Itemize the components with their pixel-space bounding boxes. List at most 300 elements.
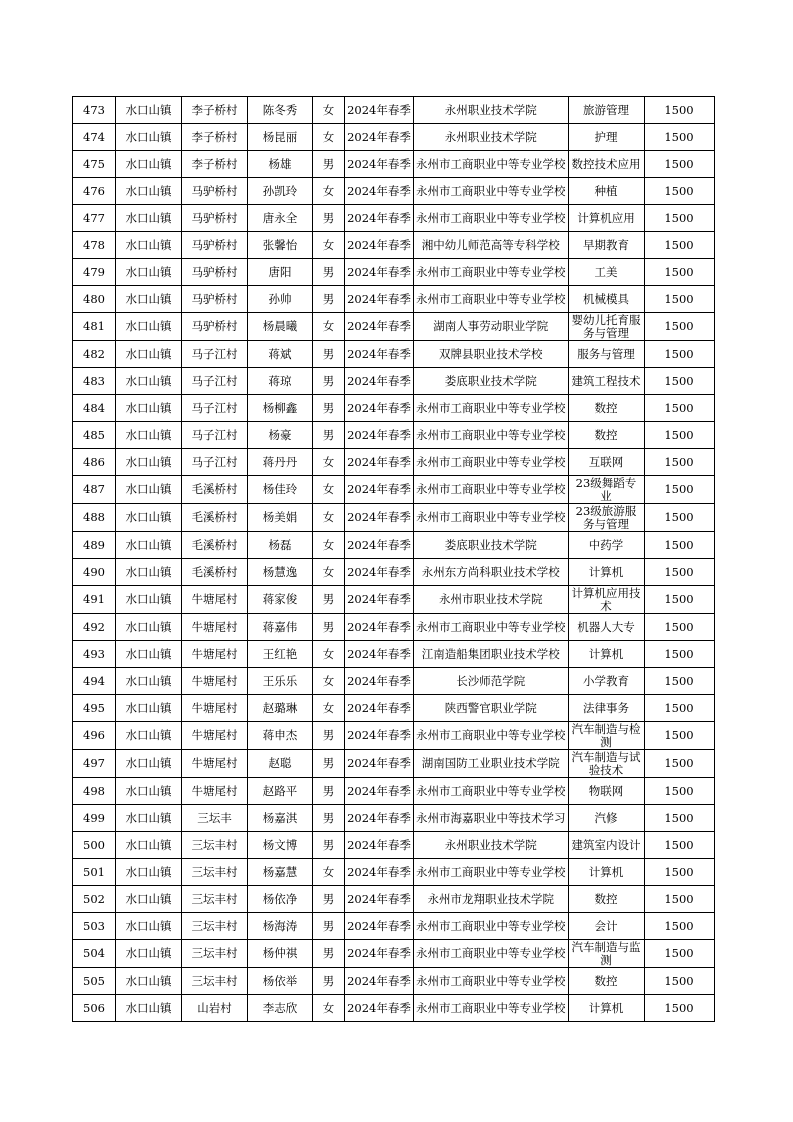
gender-cell: 女 [313,232,345,259]
town-cell: 水口山镇 [116,449,182,476]
school-cell: 永州市职业技术学院 [414,586,569,614]
amount-cell: 1500 [644,313,714,341]
amount-cell: 1500 [644,341,714,368]
major-cell: 23级舞蹈专业 [568,476,644,504]
row-number-cell: 499 [73,805,116,832]
table-row [73,778,715,805]
semester-cell: 2024年春季 [345,722,414,750]
major-cell: 计算机 [568,641,644,668]
major-cell: 汽车制造与检测 [568,722,644,750]
amount-cell: 1500 [644,449,714,476]
table-row [73,532,715,559]
row-number-cell: 496 [73,722,116,750]
row-number-cell: 487 [73,476,116,504]
major-cell: 数控技术应用 [568,151,644,178]
semester-cell: 2024年春季 [345,313,414,341]
village-cell: 马子江村 [182,341,248,368]
school-cell: 永州市工商职业中等专业学校 [414,178,569,205]
town-cell: 水口山镇 [116,586,182,614]
school-cell: 永州市工商职业中等专业学校 [414,778,569,805]
semester-cell: 2024年春季 [345,449,414,476]
major-cell: 数控 [568,886,644,913]
school-cell: 永州市龙翔职业技术学院 [414,886,569,913]
village-cell: 马驴桥村 [182,178,248,205]
table-row [73,341,715,368]
table-row [73,205,715,232]
student-name-cell: 杨雄 [248,151,313,178]
semester-cell: 2024年春季 [345,504,414,532]
school-cell: 娄底职业技术学院 [414,532,569,559]
gender-cell: 男 [313,205,345,232]
student-name-cell: 杨海涛 [248,913,313,940]
student-name-cell: 赵路平 [248,778,313,805]
amount-cell: 1500 [644,859,714,886]
student-name-cell: 蒋丹丹 [248,449,313,476]
village-cell: 牛塘尾村 [182,750,248,778]
semester-cell: 2024年春季 [345,832,414,859]
gender-cell: 女 [313,668,345,695]
semester-cell: 2024年春季 [345,859,414,886]
table-row [73,859,715,886]
table-row [73,940,715,968]
school-cell: 永州市工商职业中等专业学校 [414,422,569,449]
student-name-cell: 王乐乐 [248,668,313,695]
student-name-cell: 杨依净 [248,886,313,913]
student-name-cell: 杨昆丽 [248,124,313,151]
town-cell: 水口山镇 [116,368,182,395]
row-number-cell: 478 [73,232,116,259]
semester-cell: 2024年春季 [345,695,414,722]
village-cell: 三坛丰村 [182,940,248,968]
row-number-cell: 498 [73,778,116,805]
table-row [73,750,715,778]
major-cell: 中药学 [568,532,644,559]
town-cell: 水口山镇 [116,559,182,586]
school-cell: 湖南人事劳动职业学院 [414,313,569,341]
town-cell: 水口山镇 [116,178,182,205]
town-cell: 水口山镇 [116,641,182,668]
semester-cell: 2024年春季 [345,750,414,778]
amount-cell: 1500 [644,940,714,968]
semester-cell: 2024年春季 [345,805,414,832]
amount-cell: 1500 [644,124,714,151]
gender-cell: 男 [313,586,345,614]
row-number-cell: 489 [73,532,116,559]
town-cell: 水口山镇 [116,422,182,449]
village-cell: 马子江村 [182,395,248,422]
town-cell: 水口山镇 [116,476,182,504]
school-cell: 永州市工商职业中等专业学校 [414,722,569,750]
table-row [73,668,715,695]
school-cell: 永州市工商职业中等专业学校 [414,859,569,886]
semester-cell: 2024年春季 [345,178,414,205]
major-cell: 旅游管理 [568,97,644,124]
school-cell: 永州职业技术学院 [414,97,569,124]
major-cell: 汽修 [568,805,644,832]
amount-cell: 1500 [644,422,714,449]
row-number-cell: 497 [73,750,116,778]
amount-cell: 1500 [644,668,714,695]
row-number-cell: 480 [73,286,116,313]
row-number-cell: 506 [73,995,116,1022]
school-cell: 永州市海嘉职业中等技术学习 [414,805,569,832]
student-name-cell: 杨晨曦 [248,313,313,341]
amount-cell: 1500 [644,778,714,805]
gender-cell: 男 [313,259,345,286]
row-number-cell: 500 [73,832,116,859]
row-number-cell: 488 [73,504,116,532]
school-cell: 永州东方尚科职业技术学校 [414,559,569,586]
school-cell: 永州市工商职业中等专业学校 [414,913,569,940]
semester-cell: 2024年春季 [345,368,414,395]
student-name-cell: 李志欣 [248,995,313,1022]
amount-cell: 1500 [644,722,714,750]
town-cell: 水口山镇 [116,968,182,995]
table-row [73,641,715,668]
amount-cell: 1500 [644,504,714,532]
table-row [73,368,715,395]
table-row [73,913,715,940]
amount-cell: 1500 [644,586,714,614]
row-number-cell: 501 [73,859,116,886]
major-cell: 建筑工程技术 [568,368,644,395]
school-cell: 永州市工商职业中等专业学校 [414,476,569,504]
gender-cell: 男 [313,968,345,995]
student-name-cell: 赵璐琳 [248,695,313,722]
school-cell: 湘中幼儿师范高等专科学校 [414,232,569,259]
student-name-cell: 张馨怡 [248,232,313,259]
major-cell: 机械模具 [568,286,644,313]
table-row [73,449,715,476]
village-cell: 马驴桥村 [182,313,248,341]
town-cell: 水口山镇 [116,313,182,341]
village-cell: 三坛丰村 [182,832,248,859]
table-row [73,968,715,995]
gender-cell: 男 [313,832,345,859]
table-row [73,422,715,449]
semester-cell: 2024年春季 [345,886,414,913]
row-number-cell: 495 [73,695,116,722]
town-cell: 水口山镇 [116,504,182,532]
row-number-cell: 491 [73,586,116,614]
student-subsidy-table [72,96,715,1022]
semester-cell: 2024年春季 [345,968,414,995]
gender-cell: 女 [313,97,345,124]
gender-cell: 男 [313,722,345,750]
town-cell: 水口山镇 [116,532,182,559]
town-cell: 水口山镇 [116,614,182,641]
row-number-cell: 479 [73,259,116,286]
row-number-cell: 492 [73,614,116,641]
table-row [73,395,715,422]
amount-cell: 1500 [644,97,714,124]
student-name-cell: 蒋家俊 [248,586,313,614]
amount-cell: 1500 [644,178,714,205]
major-cell: 物联网 [568,778,644,805]
town-cell: 水口山镇 [116,805,182,832]
gender-cell: 女 [313,995,345,1022]
school-cell: 永州市工商职业中等专业学校 [414,968,569,995]
row-number-cell: 502 [73,886,116,913]
village-cell: 马驴桥村 [182,259,248,286]
school-cell: 永州市工商职业中等专业学校 [414,995,569,1022]
student-name-cell: 杨依举 [248,968,313,995]
town-cell: 水口山镇 [116,124,182,151]
school-cell: 永州市工商职业中等专业学校 [414,286,569,313]
gender-cell: 男 [313,286,345,313]
town-cell: 水口山镇 [116,286,182,313]
semester-cell: 2024年春季 [345,614,414,641]
village-cell: 毛溪桥村 [182,504,248,532]
major-cell: 计算机应用技术 [568,586,644,614]
village-cell: 牛塘尾村 [182,722,248,750]
village-cell: 李子桥村 [182,97,248,124]
village-cell: 牛塘尾村 [182,614,248,641]
village-cell: 牛塘尾村 [182,586,248,614]
major-cell: 计算机 [568,559,644,586]
student-name-cell: 孙凯玲 [248,178,313,205]
gender-cell: 男 [313,940,345,968]
row-number-cell: 477 [73,205,116,232]
town-cell: 水口山镇 [116,995,182,1022]
village-cell: 马驴桥村 [182,232,248,259]
town-cell: 水口山镇 [116,151,182,178]
student-name-cell: 蒋琼 [248,368,313,395]
major-cell: 婴幼儿托育服务与管理 [568,313,644,341]
student-name-cell: 杨仲祺 [248,940,313,968]
semester-cell: 2024年春季 [345,641,414,668]
student-name-cell: 杨柳鑫 [248,395,313,422]
amount-cell: 1500 [644,286,714,313]
school-cell: 永州市工商职业中等专业学校 [414,395,569,422]
table-row [73,805,715,832]
table-row [73,832,715,859]
semester-cell: 2024年春季 [345,259,414,286]
semester-cell: 2024年春季 [345,532,414,559]
village-cell: 李子桥村 [182,151,248,178]
table-row [73,259,715,286]
table-row [73,722,715,750]
student-name-cell: 唐永全 [248,205,313,232]
major-cell: 汽车制造与试验技术 [568,750,644,778]
village-cell: 毛溪桥村 [182,559,248,586]
gender-cell: 男 [313,886,345,913]
gender-cell: 女 [313,532,345,559]
major-cell: 计算机 [568,859,644,886]
table-row [73,886,715,913]
semester-cell: 2024年春季 [345,422,414,449]
amount-cell: 1500 [644,805,714,832]
semester-cell: 2024年春季 [345,668,414,695]
table-row [73,995,715,1022]
village-cell: 李子桥村 [182,124,248,151]
village-cell: 马驴桥村 [182,205,248,232]
major-cell: 种植 [568,178,644,205]
gender-cell: 女 [313,504,345,532]
amount-cell: 1500 [644,968,714,995]
major-cell: 计算机 [568,995,644,1022]
row-number-cell: 481 [73,313,116,341]
school-cell: 永州市工商职业中等专业学校 [414,259,569,286]
table-row [73,559,715,586]
gender-cell: 女 [313,124,345,151]
table-row [73,97,715,124]
village-cell: 三坛丰村 [182,886,248,913]
amount-cell: 1500 [644,559,714,586]
major-cell: 法律事务 [568,695,644,722]
village-cell: 马子江村 [182,422,248,449]
major-cell: 建筑室内设计 [568,832,644,859]
row-number-cell: 476 [73,178,116,205]
student-name-cell: 杨豪 [248,422,313,449]
major-cell: 早期教育 [568,232,644,259]
gender-cell: 男 [313,614,345,641]
semester-cell: 2024年春季 [345,341,414,368]
gender-cell: 男 [313,913,345,940]
semester-cell: 2024年春季 [345,586,414,614]
amount-cell: 1500 [644,614,714,641]
student-name-cell: 王红艳 [248,641,313,668]
village-cell: 马子江村 [182,449,248,476]
major-cell: 护理 [568,124,644,151]
town-cell: 水口山镇 [116,341,182,368]
semester-cell: 2024年春季 [345,395,414,422]
table-row [73,151,715,178]
gender-cell: 女 [313,449,345,476]
school-cell: 长沙师范学院 [414,668,569,695]
student-name-cell: 杨慧逸 [248,559,313,586]
semester-cell: 2024年春季 [345,151,414,178]
student-name-cell: 陈冬秀 [248,97,313,124]
gender-cell: 男 [313,422,345,449]
amount-cell: 1500 [644,395,714,422]
student-name-cell: 杨文博 [248,832,313,859]
row-number-cell: 474 [73,124,116,151]
village-cell: 毛溪桥村 [182,532,248,559]
town-cell: 水口山镇 [116,750,182,778]
semester-cell: 2024年春季 [345,232,414,259]
town-cell: 水口山镇 [116,832,182,859]
town-cell: 水口山镇 [116,205,182,232]
semester-cell: 2024年春季 [345,995,414,1022]
table-row [73,586,715,614]
gender-cell: 女 [313,559,345,586]
semester-cell: 2024年春季 [345,286,414,313]
school-cell: 江南造船集团职业技术学校 [414,641,569,668]
amount-cell: 1500 [644,995,714,1022]
student-name-cell: 孙帅 [248,286,313,313]
town-cell: 水口山镇 [116,940,182,968]
school-cell: 永州职业技术学院 [414,832,569,859]
major-cell: 23级旅游服务与管理 [568,504,644,532]
town-cell: 水口山镇 [116,859,182,886]
student-name-cell: 杨嘉淇 [248,805,313,832]
student-name-cell: 唐阳 [248,259,313,286]
amount-cell: 1500 [644,886,714,913]
amount-cell: 1500 [644,532,714,559]
town-cell: 水口山镇 [116,886,182,913]
amount-cell: 1500 [644,205,714,232]
row-number-cell: 484 [73,395,116,422]
major-cell: 数控 [568,395,644,422]
village-cell: 三坛丰村 [182,859,248,886]
village-cell: 牛塘尾村 [182,778,248,805]
table-row [73,504,715,532]
semester-cell: 2024年春季 [345,940,414,968]
gender-cell: 男 [313,368,345,395]
school-cell: 双牌县职业技术学校 [414,341,569,368]
row-number-cell: 493 [73,641,116,668]
village-cell: 三坛丰村 [182,913,248,940]
major-cell: 机器人大专 [568,614,644,641]
major-cell: 会计 [568,913,644,940]
amount-cell: 1500 [644,750,714,778]
student-name-cell: 杨美娟 [248,504,313,532]
major-cell: 汽车制造与监测 [568,940,644,968]
gender-cell: 男 [313,750,345,778]
major-cell: 互联网 [568,449,644,476]
table-row [73,286,715,313]
table-row [73,178,715,205]
semester-cell: 2024年春季 [345,476,414,504]
student-name-cell: 蒋嘉伟 [248,614,313,641]
village-cell: 牛塘尾村 [182,641,248,668]
row-number-cell: 482 [73,341,116,368]
village-cell: 毛溪桥村 [182,476,248,504]
school-cell: 陕西警官职业学院 [414,695,569,722]
semester-cell: 2024年春季 [345,778,414,805]
town-cell: 水口山镇 [116,722,182,750]
amount-cell: 1500 [644,695,714,722]
town-cell: 水口山镇 [116,913,182,940]
village-cell: 三坛丰村 [182,968,248,995]
school-cell: 湖南国防工业职业技术学院 [414,750,569,778]
amount-cell: 1500 [644,913,714,940]
row-number-cell: 504 [73,940,116,968]
school-cell: 永州市工商职业中等专业学校 [414,151,569,178]
town-cell: 水口山镇 [116,232,182,259]
village-cell: 马子江村 [182,368,248,395]
school-cell: 永州市工商职业中等专业学校 [414,504,569,532]
gender-cell: 女 [313,178,345,205]
village-cell: 马驴桥村 [182,286,248,313]
semester-cell: 2024年春季 [345,97,414,124]
village-cell: 山岩村 [182,995,248,1022]
student-name-cell: 蒋申杰 [248,722,313,750]
gender-cell: 女 [313,313,345,341]
semester-cell: 2024年春季 [345,124,414,151]
school-cell: 永州职业技术学院 [414,124,569,151]
town-cell: 水口山镇 [116,695,182,722]
row-number-cell: 490 [73,559,116,586]
town-cell: 水口山镇 [116,668,182,695]
gender-cell: 男 [313,151,345,178]
amount-cell: 1500 [644,259,714,286]
village-cell: 三坛丰 [182,805,248,832]
row-number-cell: 483 [73,368,116,395]
gender-cell: 女 [313,641,345,668]
school-cell: 永州市工商职业中等专业学校 [414,614,569,641]
gender-cell: 男 [313,805,345,832]
table-row [73,232,715,259]
student-name-cell: 赵聪 [248,750,313,778]
row-number-cell: 505 [73,968,116,995]
gender-cell: 男 [313,395,345,422]
gender-cell: 男 [313,341,345,368]
row-number-cell: 494 [73,668,116,695]
student-name-cell: 杨嘉慧 [248,859,313,886]
amount-cell: 1500 [644,641,714,668]
